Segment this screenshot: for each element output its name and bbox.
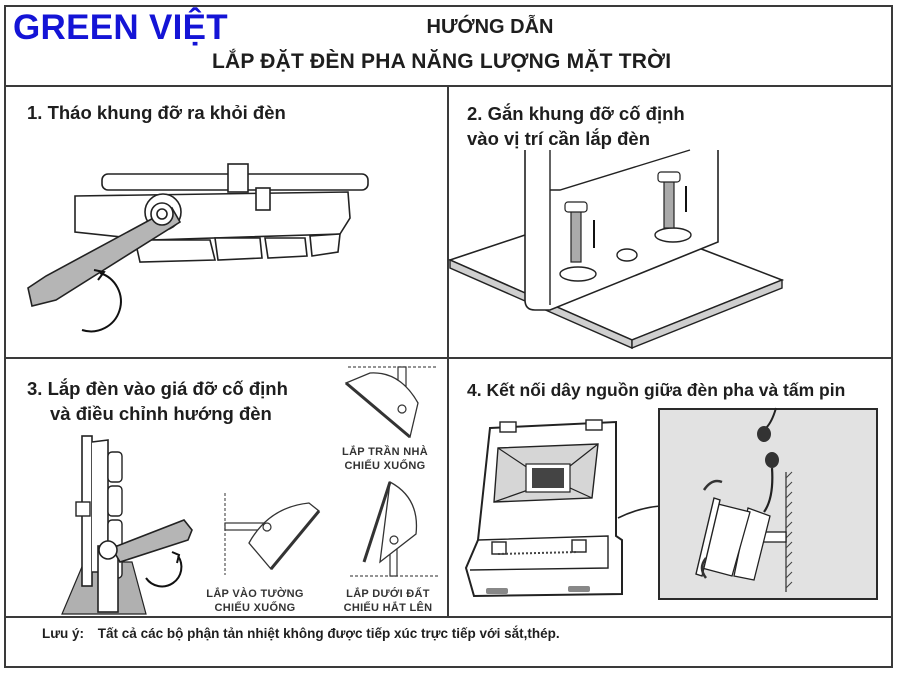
step-3-title-line: 3. Lắp đèn vào giá đỡ cố định [27,378,288,399]
step-1-title [27,100,286,125]
wall-mount-illustration-icon [215,493,325,578]
ceiling-mount-illustration-icon [340,363,440,443]
caption-line: CHIẾU XUỐNG [214,602,296,614]
step-2-title-line: 2. Gắn khung đỡ cố định [467,103,685,124]
note-label: Lưu ý: [42,626,85,641]
step-2-title-line: vào vị trí cần lắp đèn [467,128,651,149]
step-2-illustration-icon [450,150,790,350]
connector-detail-illustration-icon [658,408,878,600]
page-subtitle: LẮP ĐẶT ĐÈN PHA NĂNG LƯỢNG MẶT TRỜI [212,50,672,73]
ground-mount-caption [333,587,443,615]
page-title-line1: HƯỚNG DẪN [426,16,554,38]
step-1-title-line: 1. Tháo khung đỡ ra khỏi đèn [27,102,286,123]
note-text: Tất cả các bộ phận tản nhiệt không được tiếp xúc trực tiếp với sắt,thép. [97,626,560,641]
ground-mount-illustration-icon [350,478,450,583]
step-4-title-line: 4. Kết nối dây nguồn giữa đèn pha và tấm pin [467,380,846,400]
brand-logo: GREEN VIỆT [13,8,228,47]
caption-line: CHIẾU HẮT LÊN [343,602,433,614]
wall-mount-caption [200,587,310,615]
caption-line: CHIẾU XUỐNG [344,460,426,472]
ceiling-mount-caption [335,445,435,473]
floodlight-front-illustration-icon [458,418,658,603]
page-title [0,16,900,39]
caption-line: LẮP TRẦN NHÀ [342,446,428,458]
step-4-title [467,378,845,403]
step-2-title [467,101,685,151]
step-3-title [27,376,288,426]
step-3-title-line: và điều chỉnh hướng đèn [50,403,272,424]
footer-note [42,626,560,641]
step-1-illustration-icon [20,160,400,360]
caption-line: LẮP DƯỚI ĐẤT [346,588,430,600]
step-3-main-illustration-icon [60,432,200,617]
caption-line: LẮP VÀO TƯỜNG [206,588,304,600]
